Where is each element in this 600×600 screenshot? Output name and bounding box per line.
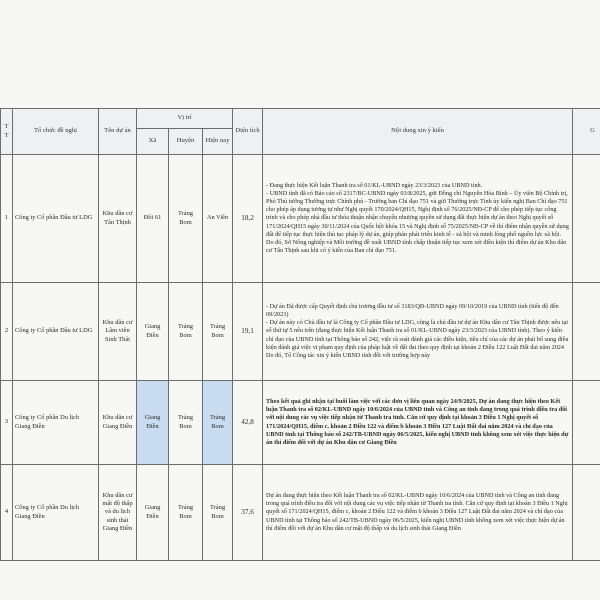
- row-current: Trảng Bom: [203, 381, 233, 465]
- row-project: Khu dân cư Tân Thịnh: [99, 155, 137, 283]
- row-stt: 1: [1, 155, 13, 283]
- row-current: Trảng Bom: [203, 283, 233, 381]
- row-area: 19,1: [233, 283, 263, 381]
- header-stt: TT: [1, 109, 13, 155]
- row-commune: Giang Điền: [137, 283, 169, 381]
- row-commune: Giang Điền: [137, 465, 169, 561]
- row-stt: 2: [1, 283, 13, 381]
- header-project: Tên dự án: [99, 109, 137, 155]
- row-organization: Công ty Cổ phần Du lịch Giang Điền: [13, 381, 99, 465]
- table-row: [1, 381, 600, 465]
- row-commune: Giang Điền: [137, 381, 169, 465]
- header-extra: G: [573, 109, 600, 155]
- row-stt: 3: [1, 381, 13, 465]
- row-district: Trảng Bom: [169, 465, 203, 561]
- header-district: Huyện: [169, 129, 203, 155]
- row-district: Trảng Bom: [169, 381, 203, 465]
- row-project: Khu dân cư Giang Điền: [99, 381, 137, 465]
- header-current: Hiện nay: [203, 129, 233, 155]
- row-organization: Công ty Cổ phần Đầu tư LDG: [13, 155, 99, 283]
- row-district: Trảng Bom: [169, 283, 203, 381]
- table-row: [1, 155, 600, 283]
- header-content: Nội dung xin ý kiến: [263, 109, 573, 155]
- row-content: - Đang thực hiện Kết luận Thanh tra số 01/KL-UBND ngày 23/3/2023 của UBND tỉnh. - UBND tỉnh đã có Báo cáo số 2317/BC-UBND ngày 03/8/2025, gửi Đồng chí Nguyễn Hòa Bình – Ủy viên Bộ Chính trị, Phó Thủ tướng Thường trực Chính phủ - Trưởng ban Chỉ đạo 751 và gửi Thường trực Tỉnh ủy kiến nghị Ban Chỉ đạo 751 cho phép áp dụng tương tự như Nghị quyết 170/2024/QH15, Nghị định số 76/2025/NĐ-CP để cho phép tiếp tục công trình và cho phép nhà đầu tư thỏa thuận nhận chuyển nhượng quyền sử dụng đất thực hiện dự án theo Nghị quyết số 171/2024/QH15 ngày 30/11/2024 của Quốc hội khóa 15 và Nghị định số 75/2025/NĐ-CP về thí điểm nhận quyền sử dụng đất để tiếp tục thực hiện thủ tục pháp lý dự án, giúp phản phát triển kinh tế - xã hội và minh lòng phố nguồn lực xã hội. Do đó, Sở Nông nghiệp và Môi trường đề xuất UBND tỉnh chấp thuận tiếp tục xem xét điều kiện thí điểm dự án Khu dân cư Tân Thịnh sau khi có ý kiến của Ban chỉ đạo 751.: [263, 155, 573, 283]
- header-location: Vị trí: [137, 109, 233, 129]
- row-current: An Viễn: [203, 155, 233, 283]
- proposal-table: [0, 108, 600, 561]
- row-extra: [573, 283, 600, 381]
- table-row: [1, 465, 600, 561]
- row-content: Dự án đang thực hiện theo Kết luận Thanh tra số 02/KL-UBND ngày 10/6/2024 của UBND tỉnh và Công an tỉnh đang trong quá trình điều tra đối với nội dung các vụ việc tiếp nhận từ Thanh tra tỉnh. Căn cứ quy định tại khoản 3 Điều 1 Nghị quyết số 171/2024/QH15, điểm c, khoản 2 Điều 122 và điểm b khoản 3 Điều 127 Luật Đất đai năm 2024 và chỉ đạo của UBND tỉnh tại Thông báo số 242/TB-UBND ngày 06/5/2025, kiến nghị UBND tỉnh không xem xét việc thực hiện dự án thí điểm đối với dự án Khu dân cư mật độ thấp và du lịch sinh thái Giang Điền: [263, 465, 573, 561]
- row-current: Trảng Bom: [203, 465, 233, 561]
- table-row: [1, 283, 600, 381]
- document-page: [0, 108, 600, 600]
- row-extra: [573, 155, 600, 283]
- row-project: Khu dân cư Lâm viên Sinh Thái: [99, 283, 137, 381]
- row-area: 42,8: [233, 381, 263, 465]
- row-extra: [573, 465, 600, 561]
- header-area: Diện tích: [233, 109, 263, 155]
- row-content: - Dự án Đã được cấp Quyết định chủ trương đầu tư số 3183/QĐ-UBND ngày 09/10/2019 của UBND tỉnh (tiến độ đến 09/2023) - Dự án này có Chủ đầu tư là Công ty Cổ phần Đầu tư LDG, cũng là chủ đầu tư dự án Khu dân cư Tân Thịnh được nêu tại số thứ tự 5 nêu trên (đang thực hiện Kết luận Thanh tra số 01/KL-UBND ngày 23/3/2023 của UBND tỉnh). Theo ý kiến chỉ đạo của UBND tỉnh tại Thông báo số 242, việc rà soát đánh giá các điều kiện, tiêu chí của các dự án phải bổ sung điều kiện đánh giá việc vi phạm quy định của pháp luật về đất đai theo quy định tại khoản 2 Điều 122 Luật Đất đai năm 2024 Do đó, Tổ Công tác xin ý kiến UBND tỉnh đối với trường hợp này: [263, 283, 573, 381]
- row-project: Khu dân cư mật độ thấp và du lịch sinh thái Giang Điền: [99, 465, 137, 561]
- row-commune: Đồi 61: [137, 155, 169, 283]
- header-organization: Tổ chức đề nghị: [13, 109, 99, 155]
- row-area: 18,2: [233, 155, 263, 283]
- row-organization: Công ty Cổ phần Du lịch Giang Điền: [13, 465, 99, 561]
- row-area: 37,6: [233, 465, 263, 561]
- row-district: Trảng Bom: [169, 155, 203, 283]
- row-stt: 4: [1, 465, 13, 561]
- row-extra: [573, 381, 600, 465]
- row-content: Theo kết quả ghi nhận tại buổi làm việc với các đơn vị liên quan ngày 24/9/2025, Dự án đang thực hiện theo Kết luận Thanh tra số 02/KL-UBND ngày 10/6/2024 của UBND tỉnh và Công an tỉnh đang trong quá trình điều tra đối với nội dung các vụ việc tiếp nhận từ Thanh tra tỉnh. Căn cứ quy định tại khoản 3 Điều 1 Nghị quyết số 171/2024/QH15, điểm c, khoản 2 Điều 122 và điểm b khoản 3 Điều 127 Luật Đất đai năm 2024 và chỉ đạo của UBND tỉnh tại Thông báo số 242/TB-UBND ngày 06/5/2025, kiến nghị UBND tỉnh không xem xét việc thực hiện dự án thí điểm đối với dự án Khu dân cư Giang Điền: [263, 381, 573, 465]
- row-organization: Công ty Cổ phần Đầu tư LDG: [13, 283, 99, 381]
- header-commune: Xã: [137, 129, 169, 155]
